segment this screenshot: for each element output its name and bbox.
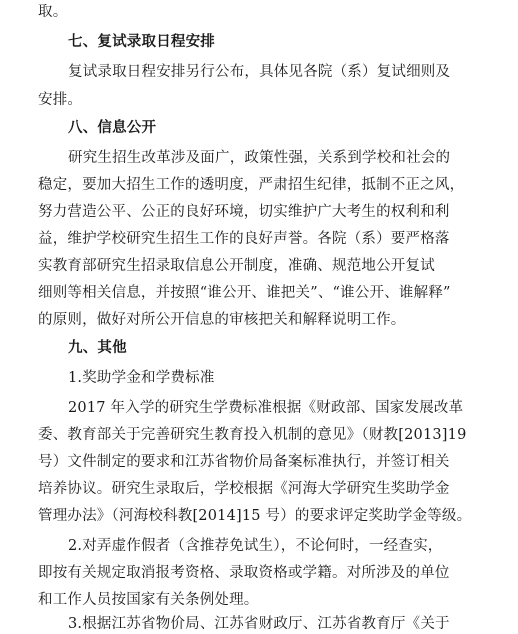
text-line: 细则等相关信息，并按照“谁公开、谁把关”、“谁公开、谁解释”	[38, 285, 451, 301]
item-title: 1.奖助学金和学费标准	[68, 370, 215, 386]
text-line: 实教育部研究生招录取信息公开制度，准确、规范地公开复试	[38, 258, 435, 274]
section-heading-8: 八、信息公开	[68, 120, 157, 136]
text-line: 研究生招生改革涉及面广，政策性强，关系到学校和社会的	[68, 150, 451, 166]
text-line: 努力营造公平、公正的良好环境，切实维护广大考生的权利和利	[38, 204, 450, 220]
text-line: 号）文件制定的要求和江苏省物价局备案标准执行，并签订相关	[38, 454, 450, 470]
section-heading-7: 七、复试录取日程安排	[68, 34, 215, 50]
text-line: 培养协议。研究生录取后，学校根据《河海大学研究生奖助学金	[38, 481, 450, 497]
section-heading-9: 九、其他	[68, 340, 127, 356]
text-line: 益，维护学校研究生招生工作的良好声誉。各院（系）要严格落	[38, 231, 450, 247]
text-line: 安排。	[38, 92, 83, 108]
text-line: 委、教育部关于完善研究生教育投入机制的意见》（财教[2013]19	[38, 427, 467, 443]
text-line: 2.对弄虚作假者（含推荐免试生），不论何时，一经查实，	[68, 538, 443, 554]
text-line: 管理办法》（河海校科教[2014]15 号）的要求评定奖助学金等级。	[38, 508, 472, 524]
text-line: 和工作人员按国家有关条例处理。	[38, 592, 259, 608]
text-line: 稳定，要加大招生工作的透明度，严肃招生纪律，抵制不正之风，	[38, 177, 465, 193]
text-line: 复试录取日程安排另行公布，具体见各院（系）复试细则及	[68, 64, 451, 80]
text-line: 取。	[38, 4, 68, 20]
text-line: 的原则，做好对所公开信息的审核把关和解释说明工作。	[38, 312, 406, 328]
text-line: 3.根据江苏省物价局、江苏省财政厅、江苏省教育厅《关于	[68, 616, 450, 632]
text-line: 即按有关规定取消报考资格、录取资格或学籍。对所涉及的单位	[38, 565, 450, 581]
text-line: 2017 年入学的研究生学费标准根据《财政部、国家发展改革	[68, 400, 464, 416]
